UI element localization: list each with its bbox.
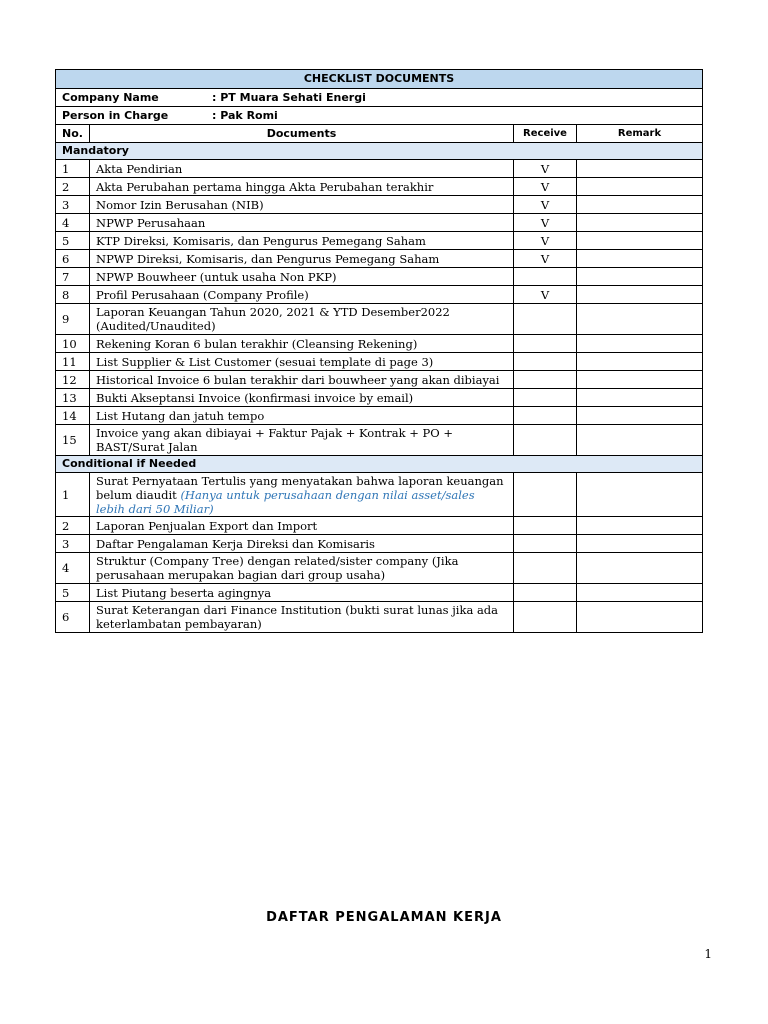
row-receive [514,353,577,371]
row-remark [577,389,703,407]
row-document: Nomor Izin Berusahan (NIB) [90,196,514,214]
row-number: 6 [56,250,90,268]
table-row [56,178,703,196]
row-remark [577,425,703,456]
section-conditional-label: Conditional if Needed [56,456,703,473]
row-number: 11 [56,353,90,371]
row-receive: V [514,196,577,214]
row-remark [577,268,703,286]
checklist-table [55,69,703,633]
row-number: 5 [56,232,90,250]
row-number: 4 [56,214,90,232]
row-receive [514,335,577,353]
row-document: NPWP Perusahaan [90,214,514,232]
table-row [56,535,703,553]
table-row [56,389,703,407]
row-receive [514,517,577,535]
company-value: : PT Muara Sehati Energi [212,90,366,104]
table-row [56,407,703,425]
row-remark [577,196,703,214]
table-row [56,517,703,535]
row-number: 1 [56,160,90,178]
row-receive [514,584,577,602]
col-receive-header: Receive [514,125,577,143]
row-remark [577,517,703,535]
table-title: CHECKLIST DOCUMENTS [56,70,703,89]
row-number: 4 [56,553,90,584]
row-document: NPWP Direksi, Komisaris, dan Pengurus Pemegang Saham [90,250,514,268]
row-receive [514,602,577,633]
page-number: 1 [704,947,712,961]
row-receive [514,371,577,389]
row-number: 9 [56,304,90,335]
pic-row [56,107,703,125]
row-document: List Supplier & List Customer (sesuai template di page 3) [90,353,514,371]
row-document: NPWP Bouwheer (untuk usaha Non PKP) [90,268,514,286]
row-remark [577,214,703,232]
row-number: 3 [56,196,90,214]
table-row [56,353,703,371]
col-no-header: No. [56,125,90,143]
row-receive [514,407,577,425]
document-text: Surat Pernyataan Tertulis yang menyatakan bahwa laporan keuangan belum diaudit [96,473,504,502]
row-document: List Hutang dan jatuh tempo [90,407,514,425]
row-document: Rekening Koran 6 bulan terakhir (Cleansing Rekening) [90,335,514,353]
row-document: Struktur (Company Tree) dengan related/sister company (Jika perusahaan merupakan bagian dari group usaha) [90,553,514,584]
row-remark [577,553,703,584]
row-receive: V [514,178,577,196]
table-row [56,425,703,456]
row-remark [577,407,703,425]
table-row [56,584,703,602]
row-number: 14 [56,407,90,425]
section-conditional [56,456,703,473]
table-row [56,250,703,268]
row-document: Akta Pendirian [90,160,514,178]
row-number: 8 [56,286,90,304]
column-header-row [56,125,703,143]
row-number: 5 [56,584,90,602]
table-row [56,473,703,517]
row-document: Laporan Penjualan Export dan Import [90,517,514,535]
row-number: 1 [56,473,90,517]
row-number: 13 [56,389,90,407]
title-row [56,70,703,89]
row-receive [514,425,577,456]
table-row [56,335,703,353]
table-row [56,232,703,250]
row-remark [577,250,703,268]
table-row [56,371,703,389]
row-document: List Piutang beserta agingnya [90,584,514,602]
row-receive: V [514,214,577,232]
row-number: 7 [56,268,90,286]
row-number: 2 [56,178,90,196]
row-remark [577,160,703,178]
row-receive: V [514,232,577,250]
row-receive [514,304,577,335]
document-note: (Hanya untuk perusahaan dengan nilai asset/sales lebih dari 50 Miliar) [96,487,475,516]
row-document: KTP Direksi, Komisaris, dan Pengurus Pemegang Saham [90,232,514,250]
row-remark [577,178,703,196]
table-row [56,196,703,214]
row-remark [577,304,703,335]
row-receive [514,553,577,584]
table-row [56,602,703,633]
col-remark-header: Remark [577,125,703,143]
row-number: 3 [56,535,90,553]
row-receive [514,473,577,517]
row-remark [577,232,703,250]
row-document: Bukti Akseptansi Invoice (konfirmasi invoice by email) [90,389,514,407]
row-document: Historical Invoice 6 bulan terakhir dari bouwheer yang akan dibiayai [90,371,514,389]
row-document [90,473,514,517]
table-row [56,214,703,232]
row-receive [514,389,577,407]
table-row [56,268,703,286]
row-document: Surat Keterangan dari Finance Institution (bukti surat lunas jika ada keterlambatan pembayaran) [90,602,514,633]
pic-label: Person in Charge [62,108,169,122]
row-document: Profil Perusahaan (Company Profile) [90,286,514,304]
row-remark [577,602,703,633]
company-label: Company Name [62,90,159,104]
col-documents-header: Documents [90,125,514,143]
table-row [56,160,703,178]
row-remark [577,353,703,371]
row-remark [577,286,703,304]
row-remark [577,584,703,602]
section-mandatory-label: Mandatory [56,143,703,160]
row-remark [577,473,703,517]
row-number: 12 [56,371,90,389]
row-remark [577,335,703,353]
section-mandatory [56,143,703,160]
row-receive [514,268,577,286]
row-remark [577,371,703,389]
company-row [56,89,703,107]
row-document: Invoice yang akan dibiayai + Faktur Pajak + Kontrak + PO + BAST/Surat Jalan [90,425,514,456]
row-receive [514,535,577,553]
row-receive: V [514,160,577,178]
row-receive: V [514,250,577,268]
row-number: 6 [56,602,90,633]
section-title-daftar-pengalaman-kerja: DAFTAR PENGALAMAN KERJA [266,910,502,925]
row-receive: V [514,286,577,304]
row-document: Laporan Keuangan Tahun 2020, 2021 & YTD Desember2022 (Audited/Unaudited) [90,304,514,335]
conditional-items [56,473,703,633]
row-remark [577,535,703,553]
row-document: Daftar Pengalaman Kerja Direksi dan Komisaris [90,535,514,553]
table-row [56,553,703,584]
mandatory-items [56,160,703,456]
row-document: Akta Perubahan pertama hingga Akta Perubahan terakhir [90,178,514,196]
table-row [56,304,703,335]
pic-value: : Pak Romi [212,108,278,122]
row-number: 10 [56,335,90,353]
row-number: 2 [56,517,90,535]
table-row [56,286,703,304]
row-number: 15 [56,425,90,456]
